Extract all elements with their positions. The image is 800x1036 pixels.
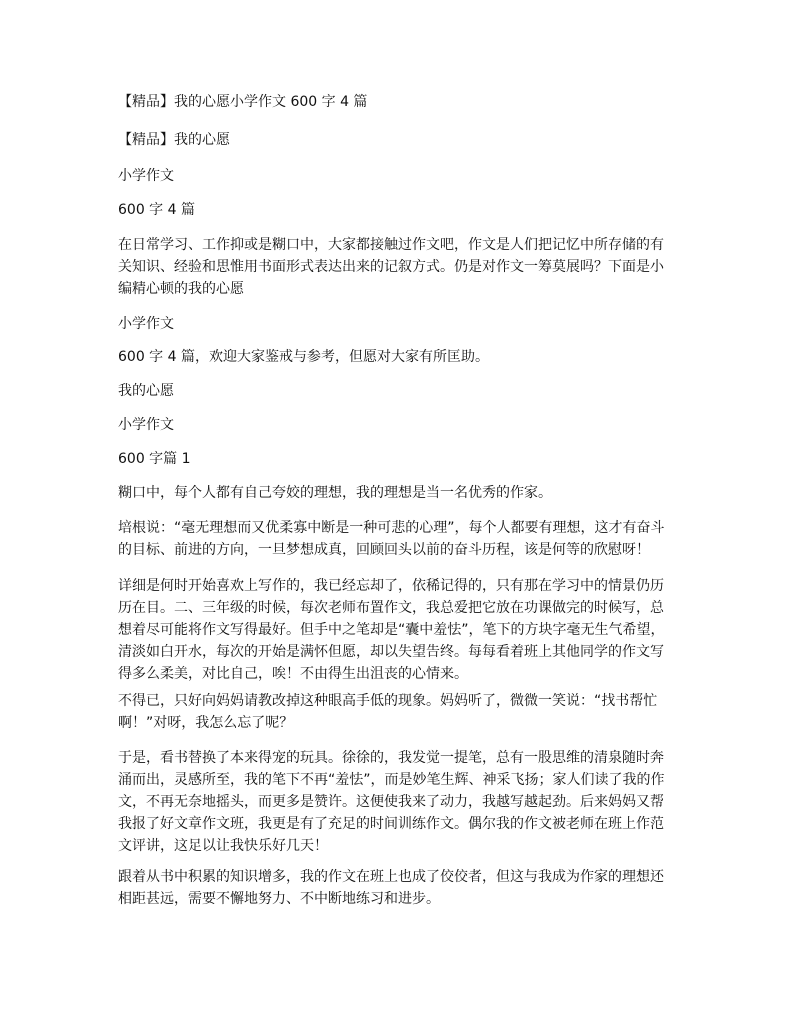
- paragraph-line: 关知识、经验和思惟用书面形式表达出来的记叙方式。仍是对作文一筹莫展吗？下面是小: [118, 259, 664, 275]
- document-title: 【精品】我的心愿小学作文 600 字 4 篇: [118, 94, 368, 110]
- paragraph-line: 编精心顿的我的心愿: [118, 281, 244, 297]
- text-line: 我的心愿: [118, 383, 174, 399]
- paragraph-line: 糊口中，每个人都有自己夸姣的理想，我的理想是当一名优秀的作家。: [118, 485, 552, 501]
- paragraph-line: 得多么柔美，对比自己，唉！不由得生出沮丧的心情来。: [118, 666, 468, 682]
- text-line: 小学作文: [118, 417, 174, 433]
- paragraph-line: 想着尽可能将作文写得最好。但手中之笔却是“囊中羞怯”，笔下的方块字毫无生气希望，: [118, 622, 665, 638]
- header-line: 600 字 4 篇: [118, 202, 195, 218]
- paragraph-line: 啊！”对呀，我怎么忘了呢？: [118, 715, 294, 731]
- text-line: 小学作文: [118, 316, 174, 332]
- essay-paragraph: [118, 747, 688, 857]
- header-line: 【精品】我的心愿: [118, 132, 230, 148]
- paragraph-line: 培根说：“毫无理想而又优柔寡中断是一种可悲的心理”，每个人都要有理想，这才有奋斗: [118, 520, 665, 536]
- paragraph-line: 详细是何时开始喜欢上写作的，我已经忘却了，依稀记得的，只有那在学习中的情景仍历: [118, 578, 664, 594]
- header-line: 小学作文: [118, 168, 174, 184]
- essay-paragraph: [118, 690, 688, 734]
- paragraph-line: 文评讲，这足以让我快乐好几天！: [118, 838, 328, 854]
- paragraph-line: 的目标、前进的方向，一旦梦想成真，回顾回头以前的奋斗历程，该是何等的欣慰呀！: [118, 542, 650, 558]
- essay-paragraph: [118, 575, 688, 685]
- paragraph-line: 不得已，只好向妈妈请教改掉这种眼高手低的现象。妈妈听了，微微一笑说：“找书帮忙: [118, 693, 658, 709]
- essay-paragraph: [118, 482, 688, 504]
- essay-paragraph: [118, 517, 688, 561]
- paragraph-line: 相距甚远，需要不懈地努力、不中断地练习和进步。: [118, 891, 440, 907]
- paragraph-line: 于是，看书替换了本来得宠的玩具。徐徐的，我发觉一提笔，总有一股思维的清泉随时奔: [118, 750, 664, 766]
- text-line: 600 字 4 篇，欢迎大家鉴戒与参考，但愿对大家有所匡助。: [118, 349, 489, 365]
- paragraph-line: 跟着从书中积累的知识增多，我的作文在班上也成了佼佼者，但这与我成为作家的理想还: [118, 869, 664, 885]
- paragraph-line: 文，不再无奈地摇头，而更多是赞许。这便使我来了动力，我越写越起劲。后来妈妈又帮: [118, 794, 664, 810]
- essay-paragraph: [118, 866, 688, 910]
- paragraph-line: 清淡如白开水，每次的开始是满怀但愿，却以失望告终。每每看着班上其他同学的作文写: [118, 644, 664, 660]
- paragraph-line: 涌而出，灵感所至，我的笔下不再“羞怯”，而是妙笔生辉、神采飞扬；家人们读了我的作: [118, 772, 665, 788]
- text-line: 600 字篇 1: [118, 451, 191, 467]
- intro-paragraph: [118, 234, 688, 300]
- paragraph-line: 在日常学习、工作抑或是糊口中，大家都接触过作文吧，作文是人们把记忆中所存储的有: [118, 237, 664, 253]
- paragraph-line: 历在目。二、三年级的时候，每次老师布置作文，我总爱把它放在功课做完的时候写，总: [118, 600, 664, 616]
- paragraph-line: 我报了好文章作文班，我更是有了充足的时间训练作文。偶尔我的作文被老师在班上作范: [118, 816, 664, 832]
